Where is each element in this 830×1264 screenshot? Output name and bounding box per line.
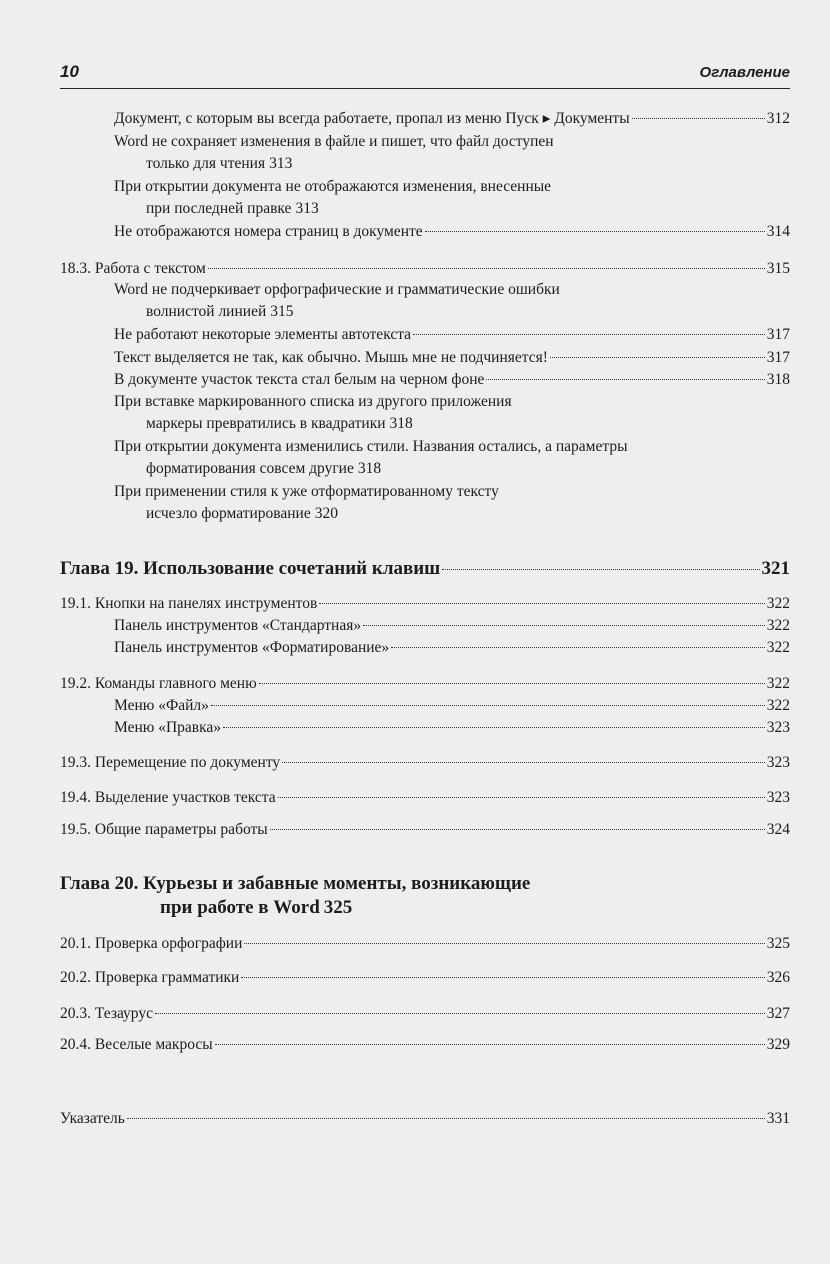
toc-page-number: 327 [766, 1005, 790, 1022]
toc-page-number: 320 [314, 505, 338, 522]
toc-page-number: 318 [357, 460, 382, 477]
toc-entry-title: Меню «Правка» [114, 719, 222, 736]
toc-line [114, 108, 790, 130]
toc-section [60, 1003, 790, 1025]
toc-line [60, 752, 790, 774]
toc-entry-title-cont: маркеры превратились в квадратики [146, 415, 386, 432]
toc-subsection [114, 695, 790, 717]
toc-entry-title: 19.5. Общие параметры работы [60, 821, 268, 838]
toc-page-number: 318 [766, 371, 790, 388]
dot-leader [278, 797, 765, 798]
toc-page-number: 323 [766, 719, 790, 736]
dot-leader [413, 334, 765, 335]
dot-leader [632, 118, 765, 119]
toc-line [60, 896, 790, 920]
toc-entry-title: Указатель [60, 1110, 125, 1127]
toc-entry-title: Панель инструментов «Форматирование» [114, 639, 390, 656]
toc-page-number: 313 [269, 155, 293, 172]
toc-entry-title: При применении стиля к уже отформатированному тексту [114, 483, 499, 500]
toc-section [60, 258, 790, 280]
toc-page-number: 322 [766, 697, 790, 714]
toc-line [114, 221, 790, 243]
toc-entry-title: 20.4. Веселые макросы [60, 1036, 213, 1053]
toc-entry-title: Документ, с которым вы всегда работаете, пропал из меню Пуск ▸ Документы [114, 110, 630, 127]
toc-page-number: 315 [270, 303, 294, 320]
toc-line [114, 324, 790, 346]
toc-line [60, 967, 790, 989]
toc-page-number: 326 [766, 969, 790, 986]
dot-leader [127, 1118, 765, 1119]
toc-entry-title: Панель инструментов «Стандартная» [114, 617, 362, 634]
toc-page-number: 317 [766, 349, 790, 366]
dot-leader [442, 569, 759, 570]
toc-entry-title: Не отображаются номера страниц в документе [114, 223, 423, 240]
toc-entry-title-cont: форматирования совсем другие [146, 460, 354, 477]
dot-leader [391, 647, 765, 648]
toc-subsection [114, 221, 790, 243]
toc-page-number: 331 [766, 1110, 790, 1127]
toc-page-number: 329 [766, 1036, 790, 1053]
toc-line [114, 637, 790, 659]
dot-leader [425, 231, 765, 232]
toc-entry-title: Глава 20. Курьезы и забавные моменты, возникающие [60, 873, 531, 894]
toc-line [114, 717, 790, 739]
toc-section [60, 819, 790, 841]
toc-line [60, 1034, 790, 1056]
toc-entry-title-cont: при последней правке [146, 200, 292, 217]
toc-line [60, 673, 790, 695]
toc-subsection [114, 637, 790, 659]
toc-section [60, 593, 790, 615]
section-title: Оглавление [699, 64, 790, 81]
toc-line [60, 258, 790, 280]
dot-leader [486, 379, 764, 380]
toc-section [60, 967, 790, 989]
toc-entry-title: 18.3. Работа с текстом [60, 260, 206, 277]
toc-page-number: 325 [323, 897, 353, 918]
toc-line [60, 819, 790, 841]
toc-entry-title: В документе участок текста стал белым на черном фоне [114, 371, 485, 388]
toc-entry-title-cont: только для чтения [146, 155, 266, 172]
dot-leader [363, 625, 765, 626]
toc-entry-title: Меню «Файл» [114, 697, 209, 714]
toc-subsection [114, 391, 790, 435]
toc-page-number: 324 [766, 821, 790, 838]
toc-page-number: 322 [766, 675, 790, 692]
dot-leader [223, 727, 765, 728]
toc-line [60, 1003, 790, 1025]
dot-leader [282, 762, 765, 763]
toc-line [60, 557, 790, 581]
toc-entry-title: Глава 19. Использование сочетаний клавиш [60, 558, 441, 579]
dot-leader [244, 943, 764, 944]
toc-subsection [114, 369, 790, 391]
dot-leader [155, 1013, 765, 1014]
toc-line [114, 347, 790, 369]
toc-line [114, 615, 790, 637]
toc-section [60, 1034, 790, 1056]
page-number: 10 [60, 62, 79, 81]
toc-line [114, 413, 790, 435]
toc-subsection [114, 481, 790, 525]
toc-entry-title: 19.2. Команды главного меню [60, 675, 257, 692]
toc-section [60, 673, 790, 695]
toc-line [60, 1108, 790, 1130]
toc-subsection [114, 324, 790, 346]
toc-page-number: 323 [766, 754, 790, 771]
toc-entry-title: 20.2. Проверка грамматики [60, 969, 240, 986]
toc-page-number: 325 [766, 935, 790, 952]
toc-page-number: 313 [295, 200, 319, 217]
toc-section [60, 752, 790, 774]
toc-entry-title: 19.1. Кнопки на панелях инструментов [60, 595, 318, 612]
toc-entry-title: Текст выделяется не так, как обычно. Мышь мне не подчиняется! [114, 349, 548, 366]
toc-subsection [114, 347, 790, 369]
toc-page-number: 314 [766, 223, 790, 240]
toc-page-number: 322 [766, 595, 790, 612]
toc-subsection [114, 176, 790, 220]
dot-leader [270, 829, 765, 830]
toc-page-number: 321 [761, 558, 790, 579]
toc-page-number: 317 [766, 326, 790, 343]
dot-leader [215, 1044, 765, 1045]
toc-page-number: 322 [766, 617, 790, 634]
toc-entry-title: 20.3. Тезаурус [60, 1005, 153, 1022]
dot-leader [550, 357, 765, 358]
toc-entry-title: При вставке маркированного списка из другого приложения [114, 393, 512, 410]
toc-subsection [114, 279, 790, 323]
toc-entry-title: 19.3. Перемещение по документу [60, 754, 281, 771]
toc-chapter [60, 872, 790, 920]
toc-entry-title: Word не подчеркивает орфографические и грамматические ошибки [114, 281, 560, 298]
dot-leader [241, 977, 764, 978]
toc-line [114, 695, 790, 717]
toc-line [114, 301, 790, 323]
toc-subsection [114, 108, 790, 130]
toc-line [114, 369, 790, 391]
toc-line [60, 593, 790, 615]
toc-subsection [114, 436, 790, 480]
dot-leader [211, 705, 765, 706]
toc-line [114, 153, 790, 175]
toc-page-number: 312 [766, 110, 790, 127]
toc-page-number: 323 [766, 789, 790, 806]
toc-line [114, 503, 790, 525]
toc-entry-title: 20.1. Проверка орфографии [60, 935, 243, 952]
toc-subsection [114, 717, 790, 739]
toc-page-number: 322 [766, 639, 790, 656]
toc-entry-title: 19.4. Выделение участков текста [60, 789, 276, 806]
toc-entry-title-cont: исчезло форматирование [146, 505, 311, 522]
toc-line [114, 458, 790, 480]
toc-subsection [114, 131, 790, 175]
toc-section [60, 933, 790, 955]
toc-line [60, 787, 790, 809]
dot-leader [319, 603, 764, 604]
toc-section [60, 787, 790, 809]
dot-leader [208, 268, 765, 269]
toc-entry-title: Не работают некоторые элементы автотекста [114, 326, 412, 343]
toc-entry-title: При открытии документа не отображаются изменения, внесенные [114, 178, 552, 195]
toc-page-number: 318 [389, 415, 413, 432]
toc-page-number: 315 [766, 260, 790, 277]
dot-leader [259, 683, 765, 684]
toc-line [60, 933, 790, 955]
toc-subsection [114, 615, 790, 637]
toc-section [60, 1108, 790, 1130]
toc-entry-title-cont: волнистой линией [146, 303, 267, 320]
toc-entry-title: При открытии документа изменились стили. Названия остались, а параметры [114, 438, 628, 455]
toc-line [114, 198, 790, 220]
toc-entry-title-cont: при работе в Word [160, 897, 320, 918]
toc-entry-title: Word не сохраняет изменения в файле и пишет, что файл доступен [114, 133, 554, 150]
toc-chapter [60, 557, 790, 581]
